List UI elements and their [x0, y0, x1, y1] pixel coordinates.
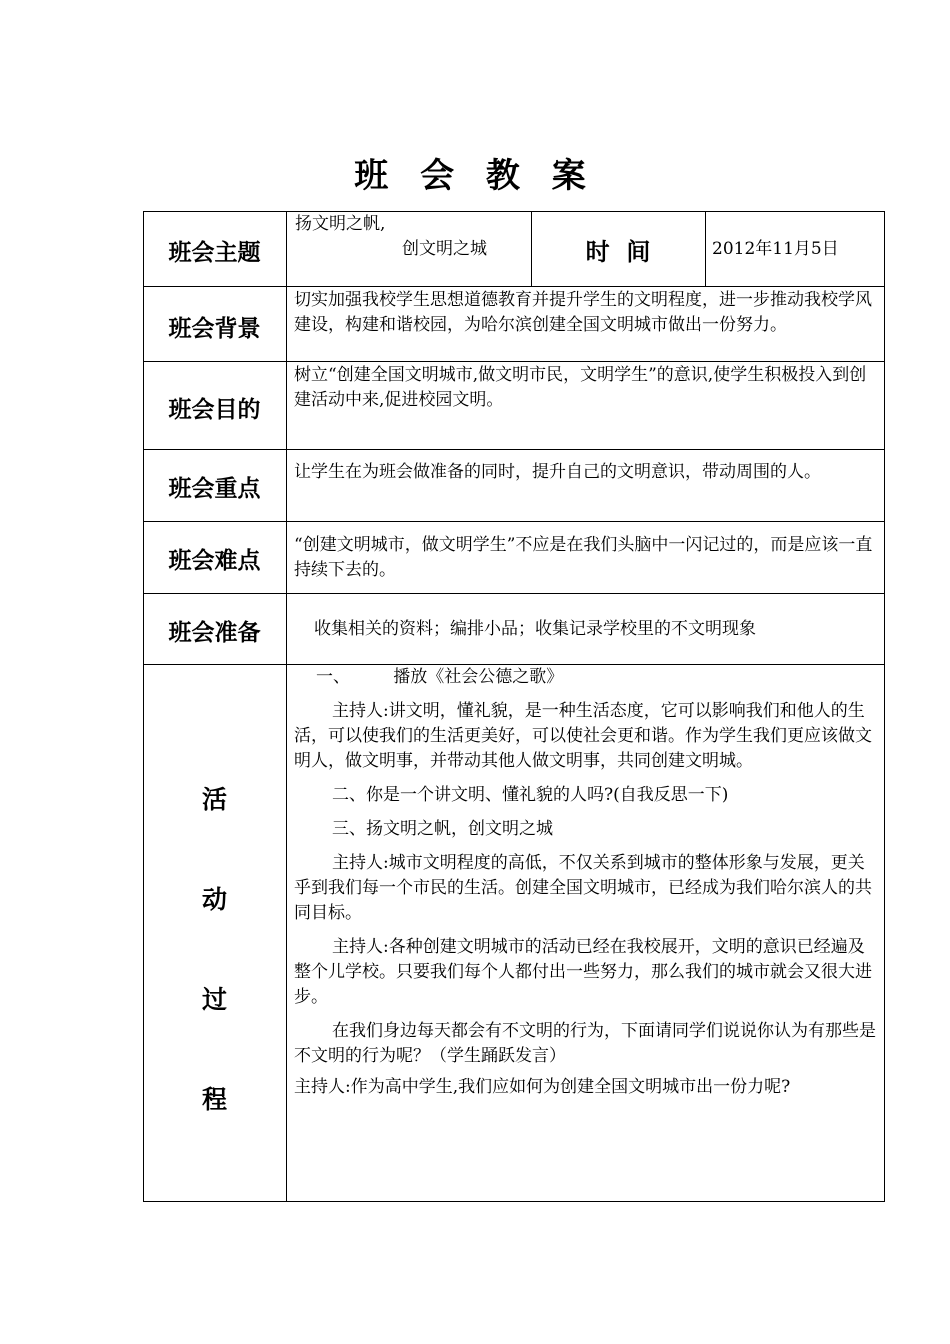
difficulty-label: 班会难点 [168, 548, 261, 574]
purpose-label: 班会目的 [168, 397, 261, 423]
process-item-1: 一、 播放《社会公德之歌》 [316, 667, 564, 687]
process-content [294, 665, 878, 1100]
label-column-divider [286, 211, 287, 1202]
process-item-2: 二、你是一个讲文明、懂礼貌的人吗?(自我反思一下) [332, 785, 729, 805]
row-divider [143, 449, 885, 450]
process-paragraph-4: 在我们身边每天都会有不文明的行为，下面请同学们说说你认为有那些是不文明的行为呢？（学生踊跃发言） [294, 1021, 876, 1066]
theme-value-line2: 创文明之城 [402, 239, 487, 259]
table-border-left [143, 211, 144, 1202]
time-value-divider [705, 211, 706, 286]
process-item-3: 三、扬文明之帆，创文明之城 [332, 819, 553, 839]
table-border-top [143, 211, 885, 212]
table-border-right [884, 211, 885, 1202]
table-border-bottom [143, 1201, 885, 1202]
theme-value-line1: 扬文明之帆, [295, 214, 386, 234]
focus-label: 班会重点 [168, 476, 261, 502]
time-value: 2012年11月5日 [712, 239, 839, 259]
process-paragraph-3: 主持人:各种创建文明城市的活动已经在我校展开，文明的意识已经遍及整个儿学校。只要我们每个人都付出一些努力，那么我们的城市就会又很大进步。 [294, 937, 872, 1007]
row-divider [143, 593, 885, 594]
purpose-text: 树立“创建全国文明城市,做文明市民，文明学生”的意识,使学生积极投入到创建活动中来,促进校园文明。 [294, 365, 867, 410]
preparation-text: 收集相关的资料；编排小品；收集记录学校里的不文明现象 [314, 619, 756, 639]
process-paragraph-1: 主持人:讲文明，懂礼貌，是一种生活态度，它可以影响我们和他人的生活，可以使我们的生活更美好，可以使社会更和谐。作为学生我们更应该做文明人，做文明事，并带动其他人做文明事，共同创建文明城。 [294, 701, 872, 771]
row-divider [143, 361, 885, 362]
process-label-char-1: 活 [201, 785, 227, 814]
process-paragraph-5: 主持人:作为高中学生,我们应如何为创建全国文明城市出一份力呢? [294, 1077, 791, 1097]
row-divider [143, 286, 885, 287]
difficulty-text: “创建文明城市，做文明学生”不应是在我们头脑中一闪记过的，而是应该一直持续下去的。 [294, 535, 873, 580]
theme-label: 班会主题 [168, 240, 261, 266]
document-title: 班 会 教 案 [354, 156, 596, 196]
process-paragraph-2: 主持人:城市文明程度的高低，不仅关系到城市的整体形象与发展，更关乎到我们每一个市民的生活。创建全国文明城市，已经成为我们哈尔滨人的共同目标。 [294, 853, 872, 923]
background-label: 班会背景 [168, 316, 261, 342]
focus-text: 让学生在为班会做准备的同时，提升自己的文明意识，带动周围的人。 [294, 462, 821, 482]
process-label-char-2: 动 [201, 885, 227, 914]
time-label: 时 间 [585, 238, 651, 266]
row-divider [143, 521, 885, 522]
background-text: 切实加强我校学生思想道德教育并提升学生的文明程度，进一步推动我校学风建设，构建和谐校园，为哈尔滨创建全国文明城市做出一份努力。 [294, 290, 872, 335]
process-label-char-3: 过 [201, 985, 227, 1014]
process-label-char-4: 程 [201, 1085, 227, 1114]
preparation-label: 班会准备 [168, 620, 261, 646]
